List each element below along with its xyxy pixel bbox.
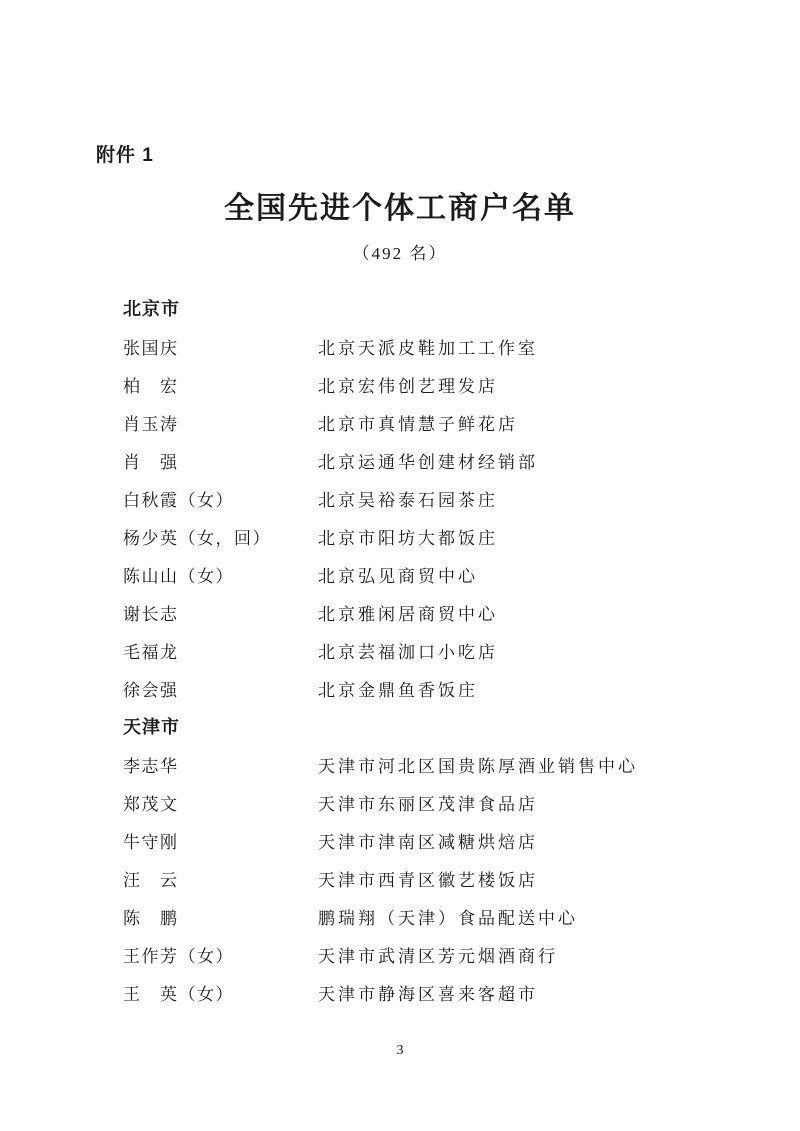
list-item	[123, 821, 760, 859]
page-title: 全国先进个体工商户名单	[224, 192, 576, 225]
person-name: 张国庆	[123, 338, 179, 358]
person-name: 毛福龙	[123, 642, 179, 662]
list-item	[123, 783, 760, 821]
page-number: 3	[396, 1043, 404, 1058]
list-item	[123, 327, 760, 365]
business-name: 北京天派皮鞋加工工作室	[318, 338, 538, 358]
list-item	[123, 669, 760, 707]
person-name: 牛守刚	[123, 832, 179, 852]
person-name: 杨少英（女，回）	[123, 528, 271, 548]
business-name: 鹏瑞翔（天津）食品配送中心	[318, 908, 578, 928]
list-item	[123, 365, 760, 403]
list-item	[123, 441, 760, 479]
person-name: 李志华	[123, 756, 179, 776]
business-name: 天津市武清区芳元烟酒商行	[318, 946, 558, 966]
region-header: 北京市	[123, 299, 180, 319]
list-item	[123, 973, 760, 1011]
person-name: 王 英（女）	[123, 984, 234, 1004]
person-name: 徐会强	[123, 680, 179, 700]
business-name: 北京雅闲居商贸中心	[318, 604, 498, 624]
region-header: 天津市	[123, 717, 180, 737]
business-name: 北京金鼎鱼香饭庄	[318, 680, 478, 700]
business-name: 北京运通华创建材经销部	[318, 452, 538, 472]
business-name: 北京宏伟创艺理发店	[318, 376, 498, 396]
list-item	[123, 517, 760, 555]
person-name: 谢长志	[123, 604, 179, 624]
person-name: 柏 宏	[123, 376, 179, 396]
business-name: 北京弘见商贸中心	[318, 566, 478, 586]
business-name: 北京芸福泇口小吃店	[318, 642, 498, 662]
business-name: 天津市东丽区茂津食品店	[318, 794, 538, 814]
person-name: 肖玉涛	[123, 414, 179, 434]
name-list	[123, 289, 760, 1011]
list-item	[123, 631, 760, 669]
list-item	[123, 403, 760, 441]
list-item	[123, 897, 760, 935]
person-name: 王作芳（女）	[123, 946, 234, 966]
business-name: 天津市河北区国贵陈厚酒业销售中心	[318, 756, 638, 776]
business-name: 北京市真情慧子鲜花店	[318, 414, 518, 434]
person-name: 白秋霞（女）	[123, 490, 234, 510]
business-name: 北京吴裕泰石园茶庄	[318, 490, 498, 510]
business-name: 天津市西青区徽艺楼饭店	[318, 870, 538, 890]
list-item	[123, 593, 760, 631]
person-name: 肖 强	[123, 452, 179, 472]
business-name: 北京市阳坊大都饭庄	[318, 528, 498, 548]
list-item	[123, 745, 760, 783]
business-name: 天津市静海区喜来客超市	[318, 984, 538, 1004]
list-item	[123, 479, 760, 517]
person-name: 陈 鹏	[123, 908, 179, 928]
person-name: 郑茂文	[123, 794, 179, 814]
list-item	[123, 935, 760, 973]
list-item	[123, 859, 760, 897]
business-name: 天津市津南区减糖烘焙店	[318, 832, 538, 852]
person-name: 陈山山（女）	[123, 566, 234, 586]
person-name: 汪 云	[123, 870, 179, 890]
attachment-label: 附件 1	[96, 145, 154, 166]
count-subtitle: （492 名）	[352, 244, 448, 263]
list-item	[123, 555, 760, 593]
